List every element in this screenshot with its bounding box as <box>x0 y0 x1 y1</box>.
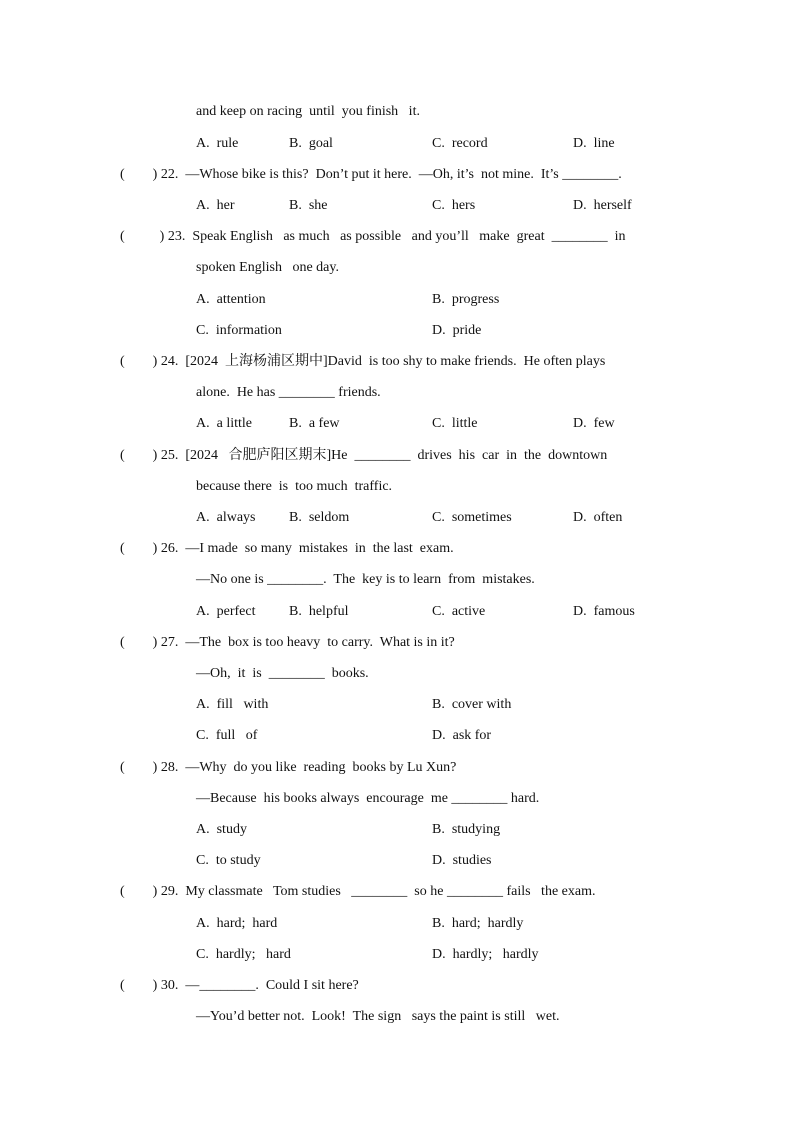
question-line: —Because his books always encourage me ________ hard. <box>196 791 540 806</box>
answer-option: A. study <box>196 822 247 837</box>
answer-option: B. seldom <box>289 510 350 525</box>
question-line: ( ) 30. —________. Could I sit here? <box>120 978 359 993</box>
question-line: alone. He has ________ friends. <box>196 385 381 400</box>
answer-option: A. hard; hard <box>196 916 278 931</box>
answer-option: C. information <box>196 323 282 338</box>
answer-option: B. goal <box>289 136 333 151</box>
answer-option: C. full of <box>196 728 258 743</box>
answer-option: B. hard; hardly <box>432 916 524 931</box>
answer-option: C. little <box>432 416 478 431</box>
answer-option: D. hardly; hardly <box>432 947 539 962</box>
answer-option: D. often <box>573 510 623 525</box>
answer-option: D. famous <box>573 604 635 619</box>
answer-option: C. record <box>432 136 488 151</box>
question-line: ( ) 22. —Whose bike is this? Don’t put it here. —Oh, it’s not mine. It’s ________. <box>120 167 622 182</box>
question-line: ( ) 23. Speak English as much as possible and you’ll make great ________ in <box>120 229 626 244</box>
answer-option: C. active <box>432 604 486 619</box>
answer-option: B. studying <box>432 822 501 837</box>
question-line: because there is too much traffic. <box>196 479 393 494</box>
question-line: ( ) 24. [2024 上海杨浦区期中]David is too shy to make friends. He often plays <box>120 354 606 369</box>
question-line: —You’d better not. Look! The sign says the paint is still wet. <box>196 1009 560 1024</box>
question-line: ( ) 25. [2024 合肥庐阳区期末]He ________ drives his car in the downtown <box>120 448 608 463</box>
answer-option: A. perfect <box>196 604 256 619</box>
answer-option: B. helpful <box>289 604 349 619</box>
question-line: and keep on racing until you finish it. <box>196 104 420 119</box>
question-line: ( ) 27. —The box is too heavy to carry. What is in it? <box>120 635 455 650</box>
answer-option: C. to study <box>196 853 261 868</box>
question-line: ( ) 28. —Why do you like reading books by Lu Xun? <box>120 760 457 775</box>
answer-option: A. attention <box>196 292 266 307</box>
answer-option: C. hardly; hard <box>196 947 291 962</box>
answer-option: C. sometimes <box>432 510 512 525</box>
answer-option: A. a little <box>196 416 252 431</box>
answer-option: D. herself <box>573 198 632 213</box>
answer-option: D. few <box>573 416 615 431</box>
answer-option: D. line <box>573 136 615 151</box>
question-line: —No one is ________. The key is to learn from mistakes. <box>196 572 535 587</box>
answer-option: A. rule <box>196 136 239 151</box>
answer-option: B. progress <box>432 292 500 307</box>
question-line: ( ) 26. —I made so many mistakes in the last exam. <box>120 541 454 556</box>
question-line: ( ) 29. My classmate Tom studies ________ so he ________ fails the exam. <box>120 884 596 899</box>
answer-option: A. her <box>196 198 235 213</box>
answer-option: B. a few <box>289 416 340 431</box>
answer-option: A. fill with <box>196 697 269 712</box>
answer-option: D. studies <box>432 853 492 868</box>
answer-option: C. hers <box>432 198 476 213</box>
answer-option: D. pride <box>432 323 482 338</box>
answer-option: B. cover with <box>432 697 512 712</box>
answer-option: D. ask for <box>432 728 492 743</box>
answer-option: A. always <box>196 510 256 525</box>
question-line: spoken English one day. <box>196 260 339 275</box>
question-line: —Oh, it is ________ books. <box>196 666 369 681</box>
answer-option: B. she <box>289 198 328 213</box>
